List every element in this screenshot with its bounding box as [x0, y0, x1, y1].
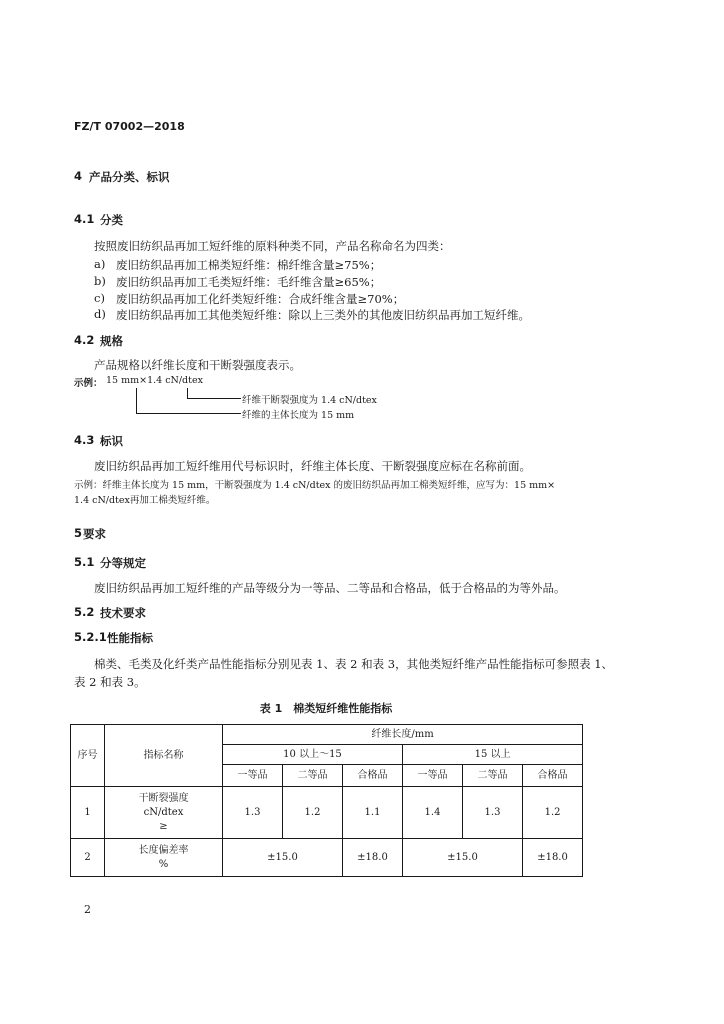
header-grade: 一等品: [223, 765, 283, 787]
cell-value-merged: ±15.0: [223, 839, 343, 877]
standard-number: FZ/T 07002—2018: [74, 120, 185, 133]
section-4-2-text: 产品规格以纤维长度和干断裂强度表示。: [94, 358, 301, 372]
cell-value: 1.3: [223, 787, 283, 839]
section-5-2-1-text-line1: 棉类、毛类及化纤类产品性能指标分别见表 1、表 2 和表 3，其他类短纤维产品性能指标可参照表 1、: [94, 657, 614, 671]
list-item-d: 废旧纺织品再加工其他类短纤维：除以上三类外的其他废旧纺织品再加工短纤维。: [116, 308, 530, 322]
indicator-name-line: 长度偏差率: [138, 844, 189, 856]
header-grade: 合格品: [343, 765, 403, 787]
strength-callout-line: [187, 388, 241, 399]
list-item-a: 废旧纺织品再加工棉类短纤维：棉纤维含量≥75%；: [116, 258, 382, 272]
table-1-caption: 表 1 棉类短纤维性能指标: [259, 702, 393, 715]
section-4-2-title: 规格: [100, 334, 123, 348]
cell-value: 1.2: [283, 787, 343, 839]
table-header-row-1: [71, 725, 583, 745]
list-item-b: 废旧纺织品再加工毛类短纤维：毛纤维含量≥65%；: [116, 275, 382, 289]
section-4-2-number: 4.2: [74, 333, 95, 347]
row-indicator-name: [105, 839, 223, 877]
header-range-2: 15 以上: [403, 745, 583, 765]
section-4-number: 4: [74, 169, 83, 183]
header-fiber-length: 纤维长度/mm: [223, 725, 583, 745]
section-4-1-number: 4.1: [74, 212, 95, 226]
cell-value: ±18.0: [523, 839, 583, 877]
header-grade: 一等品: [403, 765, 463, 787]
table-row: [71, 787, 583, 839]
row-seq: 2: [71, 839, 105, 877]
performance-table: [70, 724, 583, 877]
spec-example-value: 15 mm×1.4 cN/dtex: [106, 375, 203, 386]
list-marker-c: c): [94, 291, 105, 305]
header-name: 指标名称: [105, 725, 223, 787]
indicator-unit-line: cN/dtex: [143, 806, 184, 818]
section-4-3-text: 废旧纺织品再加工短纤维用代号标识时，纤维主体长度、干断裂强度应标在名称前面。: [94, 459, 531, 473]
section-4-3-number: 4.3: [74, 433, 95, 447]
section-5-2-1-text-line2: 表 2 和表 3。: [74, 675, 146, 689]
marking-example-line1: 示例：纤维主体长度为 15 mm，干断裂强度为 1.4 cN/dtex 的废旧纺织品再加工棉类短纤维，应写为：15 mm×: [74, 480, 556, 491]
row-seq: 1: [71, 787, 105, 839]
section-5-2-number: 5.2: [74, 605, 95, 619]
table-row: [71, 839, 583, 877]
marking-example-line2: 1.4 cN/dtex再加工棉类短纤维。: [74, 495, 216, 506]
cell-value: 1.2: [523, 787, 583, 839]
callout-strength: 纤维干断裂强度为 1.4 cN/dtex: [242, 395, 377, 406]
row-indicator-name: [105, 787, 223, 839]
list-marker-a: a): [94, 257, 106, 271]
callout-length: 纤维的主体长度为 15 mm: [242, 410, 355, 421]
header-grade: 二等品: [283, 765, 343, 787]
page-number: 2: [84, 903, 91, 916]
section-5-1-title: 分等规定: [100, 556, 146, 570]
section-5-2-1-number: 5.2.1: [74, 630, 107, 644]
cell-value: 1.3: [463, 787, 523, 839]
cell-value: 1.1: [343, 787, 403, 839]
section-4-1-title: 分类: [100, 213, 123, 227]
cell-value-merged: ±15.0: [403, 839, 523, 877]
section-4-1-intro: 按照废旧纺织品再加工短纤维的原料种类不同，产品名称命名为四类：: [94, 239, 451, 253]
list-marker-b: b): [94, 274, 106, 288]
cell-value: 1.4: [403, 787, 463, 839]
section-4-title: 产品分类、标识: [89, 170, 170, 184]
section-5-2-1-title: 性能指标: [107, 631, 153, 645]
header-grade: 二等品: [463, 765, 523, 787]
section-5-title: 要求: [83, 527, 106, 541]
header-grade: 合格品: [523, 765, 583, 787]
section-4-3-title: 标识: [100, 434, 123, 448]
header-range-1: 10 以上～15: [223, 745, 403, 765]
indicator-unit-line: %: [158, 858, 169, 870]
list-item-c: 废旧纺织品再加工化纤类短纤维：合成纤维含量≥70%；: [116, 292, 405, 306]
section-5-number: 5: [74, 526, 83, 540]
section-5-2-title: 技术要求: [100, 606, 146, 620]
section-5-1-number: 5.1: [74, 555, 95, 569]
spec-example-label: 示例：: [74, 378, 103, 389]
section-5-1-text: 废旧纺织品再加工短纤维的产品等级分为一等品、二等品和合格品，低于合格品的为等外品。: [94, 581, 566, 595]
indicator-symbol-line: ≥: [159, 820, 168, 832]
header-seq: 序号: [71, 725, 105, 787]
indicator-name-line: 干断裂强度: [138, 792, 189, 804]
cell-value: ±18.0: [343, 839, 403, 877]
list-marker-d: d): [94, 307, 106, 321]
